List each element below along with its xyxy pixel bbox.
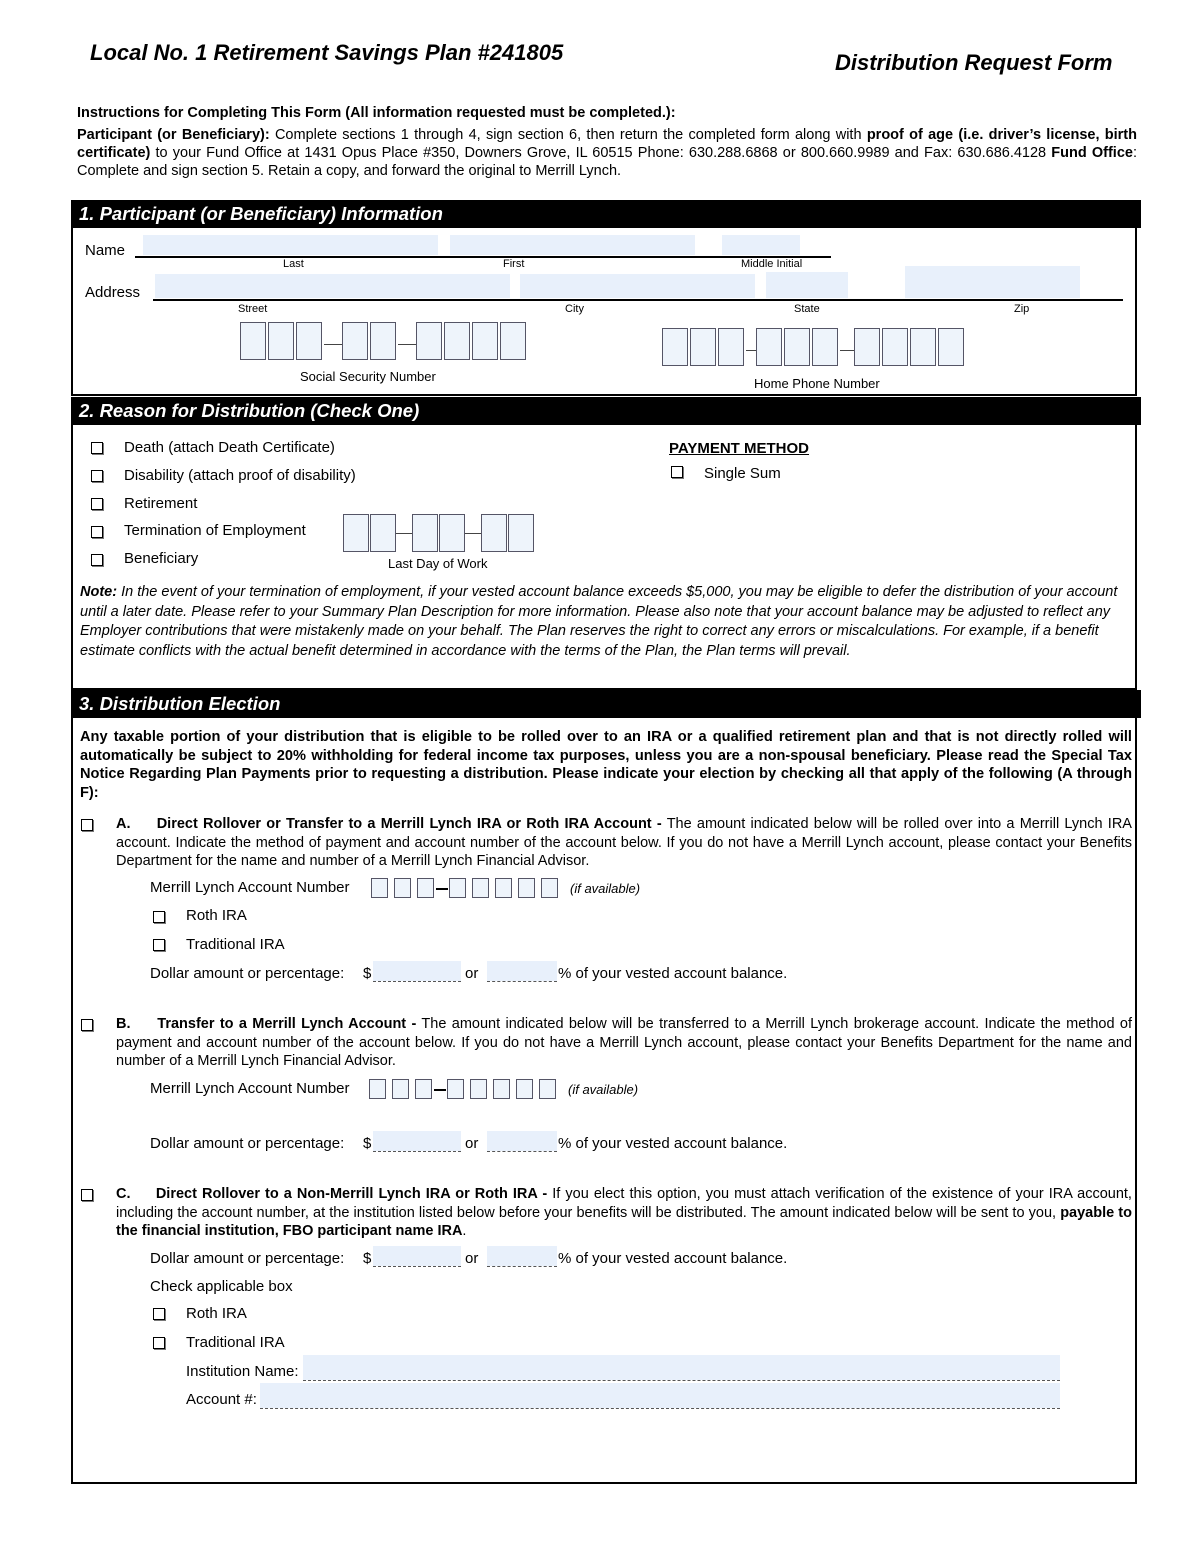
option-c-letter: C. xyxy=(116,1186,131,1202)
option-c-checkbox[interactable] xyxy=(81,1189,93,1201)
instructions-heading: Instructions for Completing This Form (All information requested must be completed.): xyxy=(77,105,676,121)
account-digit[interactable] xyxy=(541,878,558,898)
account-digit[interactable] xyxy=(371,878,388,898)
phone-digit[interactable] xyxy=(718,328,744,366)
payment-method-heading: PAYMENT METHOD xyxy=(669,440,810,457)
c-percent-line xyxy=(487,1266,557,1267)
a-dollar-line xyxy=(373,981,461,982)
account-number-line xyxy=(260,1408,1060,1409)
ssn-dash xyxy=(324,344,342,345)
ssn-digit[interactable] xyxy=(416,322,442,360)
phone-dash xyxy=(746,350,756,351)
b-percent-field[interactable] xyxy=(487,1131,557,1151)
first-caption: First xyxy=(503,258,525,270)
c-dollar-label: Dollar amount or percentage: xyxy=(150,1250,345,1267)
a-dollar-label: Dollar amount or percentage: xyxy=(150,965,345,982)
phone-digit[interactable] xyxy=(938,328,964,366)
a-traditional-label: Traditional IRA xyxy=(186,936,285,953)
account-number-field[interactable] xyxy=(260,1383,1060,1408)
a-or: or xyxy=(465,965,479,982)
option-c-body: If you elect this option, you must attach verification of the existence of your IRA account, including the account number, at the institution listed below before your benefits will be distributed. The amount indicated below will be sent to you, xyxy=(116,1186,1132,1221)
participant-bold: proof of age (i.e. driver’s license, birth certificate) xyxy=(77,127,1137,161)
account-digit[interactable] xyxy=(447,1079,464,1099)
ssn-digit[interactable] xyxy=(240,322,266,360)
a-if-available: (if available) xyxy=(570,881,641,896)
account-digit[interactable] xyxy=(518,878,535,898)
account-digit[interactable] xyxy=(539,1079,556,1099)
single-sum-label: Single Sum xyxy=(704,465,781,482)
account-digit[interactable] xyxy=(470,1079,487,1099)
b-dollar-label: Dollar amount or percentage: xyxy=(150,1135,345,1152)
c-traditional-label: Traditional IRA xyxy=(186,1334,285,1351)
fund-office-label: Fund Office xyxy=(1051,145,1133,161)
a-percent-tail: % of your vested account balance. xyxy=(558,965,788,982)
date-digit[interactable] xyxy=(412,514,438,552)
last-name-field[interactable] xyxy=(143,235,438,255)
last-day-label: Last Day of Work xyxy=(388,556,488,571)
option-a-checkbox[interactable] xyxy=(81,819,93,831)
state-field[interactable] xyxy=(766,272,848,298)
ssn-digit[interactable] xyxy=(370,322,396,360)
c-percent-field[interactable] xyxy=(487,1246,557,1266)
phone-digit[interactable] xyxy=(812,328,838,366)
instructions xyxy=(77,104,1137,180)
b-or: or xyxy=(465,1135,479,1152)
account-dash xyxy=(436,888,448,890)
option-c-end: . xyxy=(462,1223,467,1239)
account-digit[interactable] xyxy=(516,1079,533,1099)
plan-title: Local No. 1 Retirement Savings Plan #241805 xyxy=(90,40,564,65)
c-dollar-sign: $ xyxy=(363,1250,372,1267)
account-digit[interactable] xyxy=(449,878,466,898)
a-ml-account-label: Merrill Lynch Account Number xyxy=(150,879,350,896)
option-b-letter: B. xyxy=(116,1016,131,1032)
reason-beneficiary-checkbox[interactable] xyxy=(91,554,103,566)
a-dollar-sign: $ xyxy=(363,965,372,982)
a-roth-label: Roth IRA xyxy=(186,907,247,924)
date-digit[interactable] xyxy=(481,514,507,552)
reason-retirement-label: Retirement xyxy=(124,495,198,512)
section-3-intro: Any taxable portion of your distribution that is eligible to be rolled over to an IRA or a qualified retirement plan and that is not directly rolled will automatically be subject to 20% withholding for federal income tax purposes, unless you are a non-spousal beneficiary. Please read the Special Tax Notice Regarding Plan Payments prior to requesting a distribution. Please indicate your election by checking all that apply of the following (A through F): xyxy=(80,729,1132,801)
zip-field[interactable] xyxy=(905,266,1080,298)
ssn-digit[interactable] xyxy=(444,322,470,360)
institution-name-field[interactable] xyxy=(303,1355,1060,1380)
account-digit[interactable] xyxy=(415,1079,432,1099)
reason-termination-label: Termination of Employment xyxy=(124,522,306,539)
c-traditional-checkbox[interactable] xyxy=(153,1337,165,1349)
participant-label: Participant (or Beneficiary): xyxy=(77,127,270,143)
account-digit[interactable] xyxy=(417,878,434,898)
phone-digit[interactable] xyxy=(882,328,908,366)
account-digit[interactable] xyxy=(392,1079,409,1099)
form-title: Distribution Request Form xyxy=(835,50,1113,75)
phone-label: Home Phone Number xyxy=(754,376,880,391)
a-dollar-field[interactable] xyxy=(373,961,461,981)
option-c-text xyxy=(116,1185,1132,1241)
c-roth-label: Roth IRA xyxy=(186,1305,247,1322)
name-label: Name xyxy=(85,242,126,259)
ssn-dash xyxy=(398,344,416,345)
reason-death-checkbox[interactable] xyxy=(91,442,103,454)
ssn-label: Social Security Number xyxy=(300,369,436,384)
section-1-header: 1. Participant (or Beneficiary) Information xyxy=(71,200,1141,228)
city-caption: City xyxy=(565,303,584,315)
option-a-text xyxy=(116,815,1132,871)
ssn-digit[interactable] xyxy=(500,322,526,360)
institution-name-line xyxy=(303,1380,1060,1381)
b-dollar-line xyxy=(373,1151,461,1152)
option-c-title: Direct Rollover to a Non-Merrill Lynch IRA or Roth IRA - xyxy=(155,1186,548,1202)
first-name-field[interactable] xyxy=(450,235,695,255)
option-a-title: Direct Rollover or Transfer to a Merrill Lynch IRA or Roth IRA Account - xyxy=(156,816,662,832)
ssn-digit[interactable] xyxy=(268,322,294,360)
reason-disability-label: Disability (attach proof of disability) xyxy=(124,467,356,484)
date-digit[interactable] xyxy=(508,514,534,552)
section-3-header: 3. Distribution Election xyxy=(71,690,1141,718)
phone-digit[interactable] xyxy=(910,328,936,366)
date-digit[interactable] xyxy=(439,514,465,552)
name-underline xyxy=(135,256,831,258)
reason-termination-checkbox[interactable] xyxy=(91,526,103,538)
ssn-digit[interactable] xyxy=(296,322,322,360)
phone-digit[interactable] xyxy=(690,328,716,366)
account-number-label: Account #: xyxy=(186,1391,257,1408)
ssn-digit[interactable] xyxy=(472,322,498,360)
date-dash xyxy=(396,533,412,534)
option-b-checkbox[interactable] xyxy=(81,1019,93,1031)
distribution-note xyxy=(80,583,1132,661)
option-c-bold: payable to the financial institution, FBO participant name IRA xyxy=(116,1204,1132,1239)
b-dollar-field[interactable] xyxy=(373,1131,461,1151)
participant-text-2: to your Fund Office at 1431 Opus Place #350, Downers Grove, IL 60515 Phone: 630.288.6868 or 800.660.9989 and Fax: 630.686.4128 xyxy=(155,145,1047,161)
b-percent-tail: % of your vested account balance. xyxy=(558,1135,788,1152)
account-digit[interactable] xyxy=(472,878,489,898)
a-percent-field[interactable] xyxy=(487,961,557,981)
account-digit[interactable] xyxy=(369,1079,386,1099)
a-roth-checkbox[interactable] xyxy=(153,911,165,923)
date-digit[interactable] xyxy=(343,514,369,552)
option-a-body: The amount indicated below will be rolled over into a Merrill Lynch IRA account. Indicate the method of payment and account number of the account below. If you do not have a Merrill Lynch account, please contact your Benefits Department for the name and number of a Merrill Lynch Financial Advisor. xyxy=(116,816,1132,869)
phone-digit[interactable] xyxy=(854,328,880,366)
single-sum-checkbox[interactable] xyxy=(671,466,683,478)
middle-initial-caption: Middle Initial xyxy=(741,258,803,270)
c-dollar-line xyxy=(373,1266,461,1267)
street-field[interactable] xyxy=(155,274,510,298)
b-percent-line xyxy=(487,1151,557,1152)
b-if-available: (if available) xyxy=(568,1082,639,1097)
street-caption: Street xyxy=(238,303,268,315)
zip-caption: Zip xyxy=(1014,303,1030,315)
reason-disability-checkbox[interactable] xyxy=(91,470,103,482)
a-traditional-checkbox[interactable] xyxy=(153,939,165,951)
reason-death-label: Death (attach Death Certificate) xyxy=(124,439,335,456)
middle-initial-field[interactable] xyxy=(722,235,800,255)
option-b-text xyxy=(116,1015,1132,1071)
a-percent-line xyxy=(487,981,557,982)
address-label: Address xyxy=(85,284,141,301)
phone-digit[interactable] xyxy=(756,328,782,366)
reason-retirement-checkbox[interactable] xyxy=(91,498,103,510)
fund-office-text: : Complete and sign section 5. Retain a copy, and forward the original to Merrill Lynch. xyxy=(77,145,1137,179)
option-b-title: Transfer to a Merrill Lynch Account - xyxy=(157,1016,417,1032)
c-percent-tail: % of your vested account balance. xyxy=(558,1250,788,1267)
state-caption: State xyxy=(794,303,820,315)
city-field[interactable] xyxy=(520,274,755,298)
account-dash xyxy=(434,1089,446,1091)
institution-name-label: Institution Name: xyxy=(186,1363,299,1380)
note-label: Note: xyxy=(80,584,118,600)
phone-digit[interactable] xyxy=(662,328,688,366)
phone-dash xyxy=(840,350,854,351)
check-applicable-label: Check applicable box xyxy=(150,1278,293,1295)
c-or: or xyxy=(465,1250,479,1267)
participant-text-1: Complete sections 1 through 4, sign section 6, then return the completed form along with xyxy=(274,127,862,143)
phone-digit[interactable] xyxy=(784,328,810,366)
account-digit[interactable] xyxy=(493,1079,510,1099)
note-text: In the event of your termination of employment, if your vested account balance exceeds $5,000, you may be eligible to defer the distribution of your account until a later date. Please refer to your Summary Plan Description for more information. Please also note that your account balance may be adjusted to reflect any Employer contributions that were mistakenly made on your behalf. The Plan reserves the right to correct any errors or miscalculations. For example, if a benefit estimate conflicts with the actual benefit determined in accordance with the terms of the Plan, the Plan terms will prevail. xyxy=(80,584,1118,659)
account-digit[interactable] xyxy=(394,878,411,898)
account-digit[interactable] xyxy=(495,878,512,898)
option-a-letter: A. xyxy=(116,816,131,832)
ssn-digit[interactable] xyxy=(342,322,368,360)
b-dollar-sign: $ xyxy=(363,1135,372,1152)
b-ml-account-label: Merrill Lynch Account Number xyxy=(150,1080,350,1097)
last-caption: Last xyxy=(283,258,304,270)
reason-beneficiary-label: Beneficiary xyxy=(124,550,199,567)
c-roth-checkbox[interactable] xyxy=(153,1308,165,1320)
date-digit[interactable] xyxy=(370,514,396,552)
date-dash xyxy=(465,533,481,534)
section-2-header: 2. Reason for Distribution (Check One) xyxy=(71,397,1141,425)
c-dollar-field[interactable] xyxy=(373,1246,461,1266)
address-underline xyxy=(153,299,1123,301)
instructions-body xyxy=(77,126,1137,180)
option-b-body: The amount indicated below will be transferred to a Merrill Lynch brokerage account. Indicate the method of payment and account number of the account below. If you do not have a Merrill Lynch account, please contact your Benefits Department for the name and number of a Merrill Lynch Financial Advisor. xyxy=(116,1016,1132,1069)
